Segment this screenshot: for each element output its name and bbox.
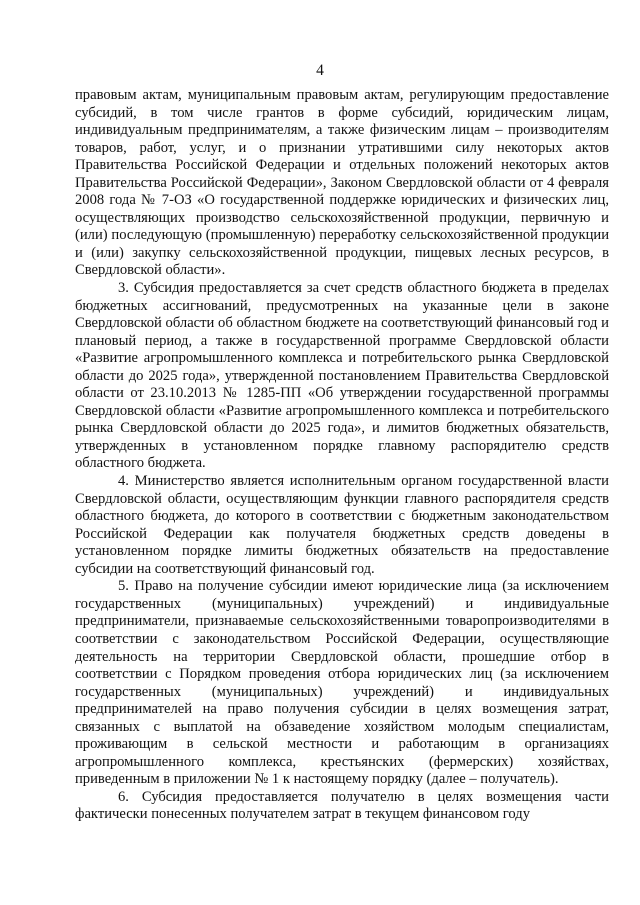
paragraph-legal-basis: правовым актам, муниципальным правовым актам, регулирующим предоставление субсидий, в том числе грантов в форме субсидий, юридическим лицам, индивидуальным предпринимателям, а также физическим лицам – производителям товаров, работ, услуг, и о признании утратившими силу некоторых актов Правительства Российской Федерации и отдельных положений некоторых актов Правительства Российской Федерации», Законом Свердловской области от 4 февраля 2008 года № 7-ОЗ «О государственной поддержке юридических и физических лиц, осуществляющих производство сельскохозяйственной продукции, первичную и (или) последующую (промышленную) переработку сельскохозяйственной продукции и (или) закупку сельскохозяйственной продукции, пищевых лесных ресурсов, в Свердловской области». [75,87,609,279]
paragraph-4-ministry-role: 4. Министерство является исполнительным органом государственной власти Свердловской области, осуществляющим функции главного распорядителя средств областного бюджета, до которого в соответствии с бюджетным законодательством Российской Федерации как получателя бюджетных средств доведены в установленном порядке лимиты бюджетных обязательств на предоставление субсидии на соответствующий финансовый год. [75,473,609,577]
paragraph-5-eligibility: 5. Право на получение субсидии имеют юридические лица (за исключением государственных (муниципальных) учреждений) и индивидуальные предприниматели, признаваемые сельскохозяйственными товаропроизводителями в соответствии с законодательством Российской Федерации, осуществляющие деятельность на территории Свердловской области, прошедшие отбор в соответствии с Порядком проведения отбора юридических лиц (за исключением государственных (муниципальных) учреждений) и индивидуальных предпринимателей на право получения субсидии в целях возмещения затрат, связанных с выплатой на обзаведение хозяйством молодым специалистам, проживающим в сельской местности и работающим в организациях агропромышленного комплекса, крестьянских (фермерских) хозяйствах, приведенным в приложении № 1 к настоящему порядку (далее – получатель). [75,578,609,788]
document-body [75,87,609,824]
paragraph-6-purpose: 6. Субсидия предоставляется получателю в целях возмещения части фактически понесенных получателем затрат в текущем финансовом году [75,788,609,823]
paragraph-3-funding-source: 3. Субсидия предоставляется за счет средств областного бюджета в пределах бюджетных ассигнований, предусмотренных на указанные цели в законе Свердловской области об областном бюджете на соответствующий финансовый год и плановый период, а также в государственной программе Свердловской области «Развитие агропромышленного комплекса и потребительского рынка Свердловской области до 2025 года», утвержденной постановлением Правительства Свердловской области от 23.10.2013 № 1285-ПП «Об утверждении государственной программы Свердловской области «Развитие агропромышленного комплекса и потребительского рынка Свердловской области до 2025 года», и лимитов бюджетных обязательств, утвержденных в установленном порядке главному распорядителю средств областного бюджета. [75,280,609,472]
page-number: 4 [316,62,324,79]
